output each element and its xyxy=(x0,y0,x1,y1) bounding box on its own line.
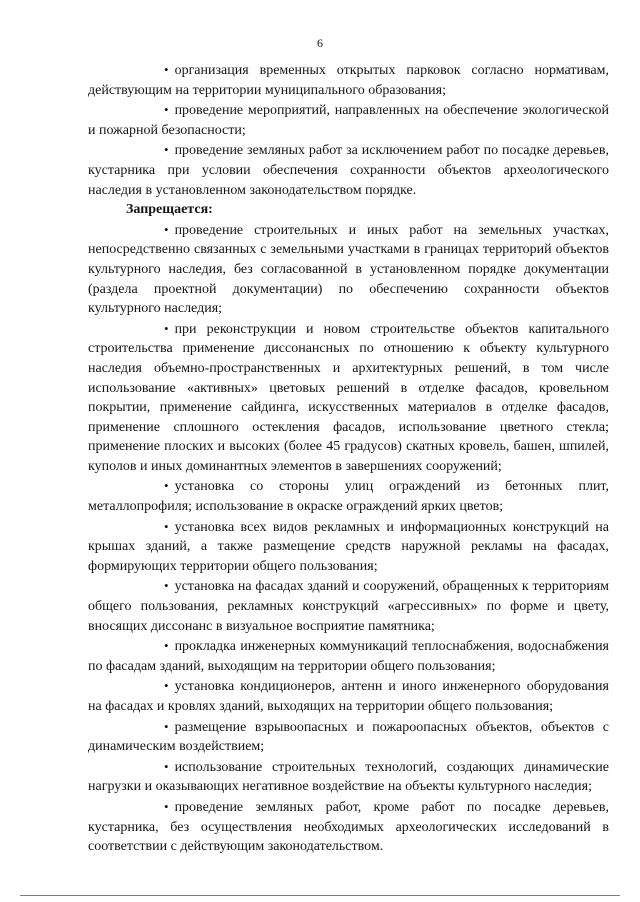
page-bottom-rule xyxy=(20,895,620,896)
permitted-list xyxy=(88,60,609,200)
bullet-icon: • xyxy=(164,718,169,734)
list-item xyxy=(88,140,609,200)
bullet-icon: • xyxy=(164,798,169,814)
list-item-text: при реконструкции и новом строительстве объектов капитального строительства применение диссонансных по отношению к объекту культурного наследия объемно-пространственных и архитектурных решений, в том числе использование «активных» цветовых решений в отделке фасадов, кровельном покрытии, применение сайдинга, искусственных материалов в отделке фасадов, применение сплошного остекления фасадов, использование цветного стекла; применение плоских и высоких (более 45 градусов) скатных кровель, башен, шпилей, куполов и иных доминантных элементов в завершениях сооружений; xyxy=(88,321,609,474)
list-item-text: организация временных открытых парковок согласно нормативам, действующим на территории муниципального образования; xyxy=(88,63,609,98)
bullet-icon: • xyxy=(164,320,169,336)
list-item-text: проведение земляных работ за исключением работ по посадке деревьев, кустарника при условии обеспечения сохранности объектов археологического наследия в установленном законодательством порядке. xyxy=(88,143,609,198)
list-item xyxy=(88,517,609,577)
list-item-text: размещение взрывоопасных и пожароопасных объектов, объектов с динамическим воздействием; xyxy=(88,719,609,755)
list-item xyxy=(88,60,609,100)
bullet-icon: • xyxy=(164,518,169,534)
list-item-text: проведение строительных и иных работ на земельных участках, непосредственно связанных с земельными участками в границах территорий объектов культурного наследия, без согласованной в установленном порядке документации (раздела проектной документации) по обеспечению сохранности объектов культурного наследия; xyxy=(88,222,609,317)
bullet-icon: • xyxy=(164,638,169,654)
list-item xyxy=(88,797,609,857)
bullet-icon: • xyxy=(164,142,169,158)
page-number: 6 xyxy=(317,36,323,50)
list-item xyxy=(88,576,609,636)
list-item-text: проведение земляных работ, кроме работ по посадке деревьев, кустарника, без осуществления необходимых археологических исследований в соответствии с действующим законодательством. xyxy=(88,799,609,855)
list-item xyxy=(88,100,609,140)
list-item xyxy=(88,676,609,716)
section-heading: Запрещается: xyxy=(126,202,213,218)
list-item-text: установка со стороны улиц ограждений из бетонных плит, металлопрофиля; использование в окраске ограждений ярких цветов; xyxy=(88,479,609,515)
list-item xyxy=(88,717,609,757)
bullet-icon: • xyxy=(164,478,169,494)
list-item xyxy=(88,319,609,477)
bullet-icon: • xyxy=(164,758,169,774)
list-item-text: проведение мероприятий, направленных на обеспечение экологической и пожарной безопасности; xyxy=(88,103,609,138)
bullet-icon: • xyxy=(164,578,169,594)
bullet-icon: • xyxy=(164,678,169,694)
bullet-icon: • xyxy=(164,62,169,77)
list-item-text: установка всех видов рекламных и информационных конструкций на крышах зданий, а также размещение средств наружной рекламы на фасадах, формирующих территории общего пользования; xyxy=(88,519,609,574)
list-item xyxy=(88,220,609,319)
list-item-text: прокладка инженерных коммуникаций теплоснабжения, водоснабжения по фасадам зданий, выходящим на территории общего пользования; xyxy=(88,639,609,674)
prohibited-list xyxy=(88,220,609,857)
bullet-icon: • xyxy=(164,221,169,237)
bullet-icon: • xyxy=(164,102,169,118)
list-item-text: установка кондиционеров, антенн и иного инженерного оборудования на фасадах и кровлях зданий, выходящих на территории общего пользования; xyxy=(88,679,609,714)
list-item xyxy=(88,476,609,516)
list-item xyxy=(88,636,609,676)
list-item xyxy=(88,757,609,797)
list-item-text: установка на фасадах зданий и сооружений, обращенных к территориям общего пользования, рекламных конструкций «агрессивных» по форме и цвету, вносящих диссонанс в визуальное восприятие памятника; xyxy=(88,579,609,634)
list-item-text: использование строительных технологий, создающих динамические нагрузки и оказывающих негативное воздействие на объекты культурного наследия; xyxy=(88,759,609,795)
document-body xyxy=(88,60,609,857)
